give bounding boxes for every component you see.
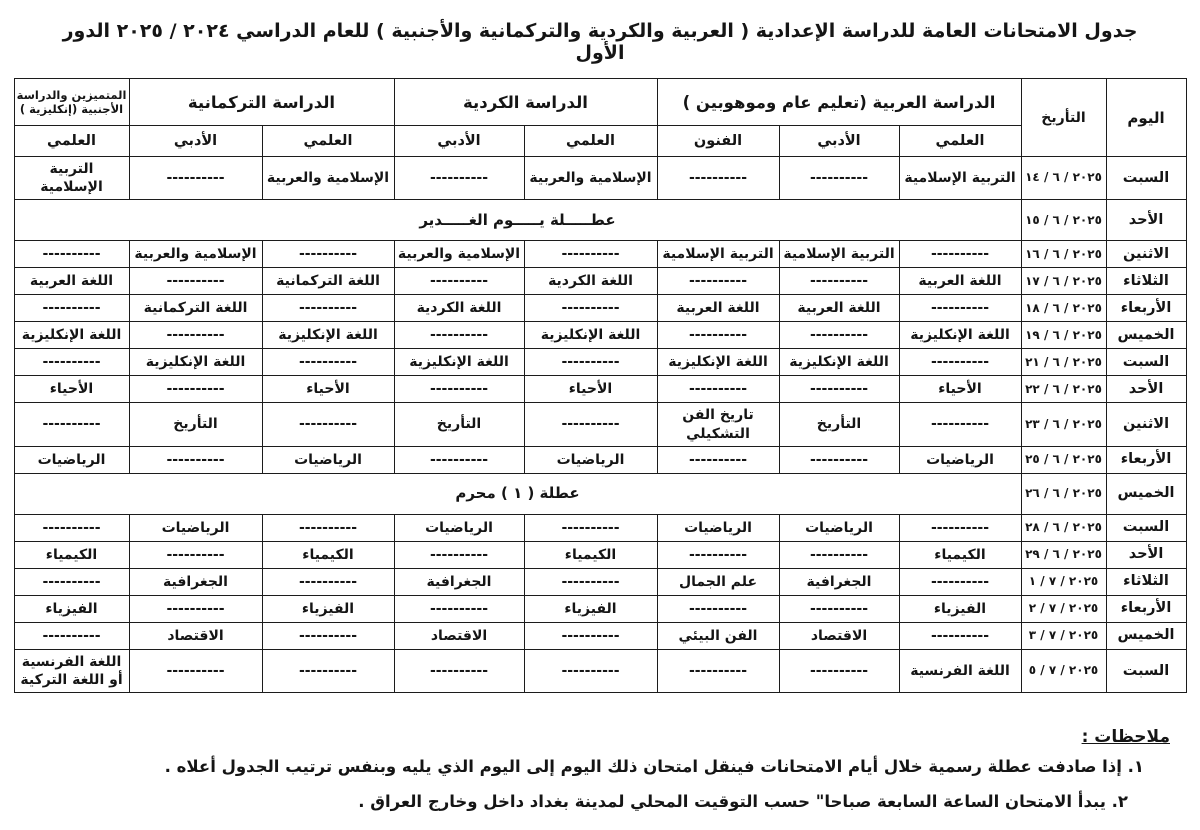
subject-cell: ---------- bbox=[899, 241, 1021, 268]
day-cell: الخميس bbox=[1106, 622, 1186, 649]
holiday-row bbox=[14, 473, 1186, 514]
subject-cell: اللغة الإنكليزية bbox=[394, 349, 524, 376]
day-cell: الأحد bbox=[1106, 541, 1186, 568]
holiday-cell: عطلة ( ١ ) محرم bbox=[14, 473, 1021, 514]
exam-schedule-table bbox=[14, 78, 1187, 693]
col-header-day: اليوم bbox=[1106, 79, 1186, 157]
subject-cell: اللغة الفرنسية أو اللغة التركية bbox=[14, 649, 129, 692]
subject-cell: ---------- bbox=[14, 349, 129, 376]
subject-cell: اللغة التركمانية bbox=[129, 295, 262, 322]
subject-cell: ---------- bbox=[779, 541, 899, 568]
subject-cell: التربية الإسلامية bbox=[14, 157, 129, 200]
holiday-cell: عطـــــلة يـــــوم الغـــــدير bbox=[14, 200, 1021, 241]
subject-cell: ---------- bbox=[899, 295, 1021, 322]
subject-cell: ---------- bbox=[394, 376, 524, 403]
subject-cell: ---------- bbox=[657, 595, 779, 622]
subject-cell: ---------- bbox=[779, 595, 899, 622]
subject-cell: ---------- bbox=[657, 157, 779, 200]
subject-cell: ---------- bbox=[779, 322, 899, 349]
subject-cell: ---------- bbox=[14, 514, 129, 541]
date-cell: ٢٠٢٥ / ٦ / ٢٢ bbox=[1021, 376, 1106, 403]
col-header-arabic-literary: الأدبي bbox=[779, 126, 899, 157]
subject-cell: التربية الإسلامية bbox=[657, 241, 779, 268]
notes-heading: ملاحظات : bbox=[1081, 727, 1170, 748]
date-cell: ٢٠٢٥ / ٦ / ١٤ bbox=[1021, 157, 1106, 200]
subject-cell: ---------- bbox=[262, 622, 394, 649]
subject-cell: ---------- bbox=[129, 649, 262, 692]
col-header-date: التأريخ bbox=[1021, 79, 1106, 157]
subject-cell: اللغة الكردية bbox=[394, 295, 524, 322]
subject-cell: الاقتصاد bbox=[779, 622, 899, 649]
day-cell: الثلاثاء bbox=[1106, 568, 1186, 595]
subject-cell: اللغة الإنكليزية bbox=[262, 322, 394, 349]
subject-cell: اللغة الكردية bbox=[524, 268, 657, 295]
subject-cell: ---------- bbox=[657, 376, 779, 403]
day-cell: الاثنين bbox=[1106, 403, 1186, 446]
subject-cell: الفيزياء bbox=[899, 595, 1021, 622]
subject-cell: علم الجمال bbox=[657, 568, 779, 595]
date-cell: ٢٠٢٥ / ٧ / ١ bbox=[1021, 568, 1106, 595]
subject-cell: الجغرافية bbox=[129, 568, 262, 595]
note-item: ١. إذا صادفت عطلة رسمية خلال أيام الامتحانات فينقل امتحان ذلك اليوم إلى اليوم الذي يليه وبنفس ترتيب الجدول أعلاه . bbox=[164, 757, 1144, 777]
subject-cell: ---------- bbox=[129, 322, 262, 349]
table-row bbox=[14, 622, 1186, 649]
table-row bbox=[14, 322, 1186, 349]
date-cell: ٢٠٢٥ / ٦ / ١٧ bbox=[1021, 268, 1106, 295]
subject-cell: الإسلامية والعربية bbox=[262, 157, 394, 200]
subject-cell: ---------- bbox=[657, 322, 779, 349]
subject-cell: ---------- bbox=[394, 649, 524, 692]
subject-cell: ---------- bbox=[262, 241, 394, 268]
day-cell: السبت bbox=[1106, 649, 1186, 692]
col-header-arabic-study: الدراسة العربية (تعليم عام وموهوبين ) bbox=[657, 79, 1021, 126]
subject-cell: ---------- bbox=[394, 322, 524, 349]
subject-cell: الرياضيات bbox=[524, 446, 657, 473]
subject-cell: اللغة الإنكليزية bbox=[14, 322, 129, 349]
col-header-kurdish-scientific: العلمي bbox=[524, 126, 657, 157]
subject-cell: ---------- bbox=[779, 649, 899, 692]
subject-cell: ---------- bbox=[262, 514, 394, 541]
table-row bbox=[14, 295, 1186, 322]
subject-cell: الكيمياء bbox=[899, 541, 1021, 568]
subject-cell: ---------- bbox=[129, 541, 262, 568]
subject-cell: ---------- bbox=[394, 595, 524, 622]
subject-cell: اللغة العربية bbox=[779, 295, 899, 322]
date-cell: ٢٠٢٥ / ٦ / ٢١ bbox=[1021, 349, 1106, 376]
subject-cell: اللغة الإنكليزية bbox=[657, 349, 779, 376]
day-cell: الثلاثاء bbox=[1106, 268, 1186, 295]
subject-cell: الكيمياء bbox=[262, 541, 394, 568]
subject-cell: ---------- bbox=[129, 595, 262, 622]
subject-cell: اللغة التركمانية bbox=[262, 268, 394, 295]
subject-cell: ---------- bbox=[129, 268, 262, 295]
subject-cell: الجغرافية bbox=[779, 568, 899, 595]
day-cell: الأربعاء bbox=[1106, 595, 1186, 622]
table-row bbox=[14, 349, 1186, 376]
note-item: ٢. يبدأ الامتحان الساعة السابعة صباحا" حسب التوقيت المحلي لمدينة بغداد داخل وخارج العراق . bbox=[358, 792, 1128, 812]
table-row bbox=[14, 568, 1186, 595]
subject-cell: ---------- bbox=[899, 568, 1021, 595]
subject-cell: الأحياء bbox=[899, 376, 1021, 403]
col-header-kurdish-literary: الأدبي bbox=[394, 126, 524, 157]
day-cell: السبت bbox=[1106, 349, 1186, 376]
subject-cell: ---------- bbox=[524, 349, 657, 376]
date-cell: ٢٠٢٥ / ٦ / ٢٦ bbox=[1021, 473, 1106, 514]
date-cell: ٢٠٢٥ / ٦ / ٢٩ bbox=[1021, 541, 1106, 568]
table-row bbox=[14, 403, 1186, 446]
col-header-turkmen-literary: الأدبي bbox=[129, 126, 262, 157]
subject-cell: ---------- bbox=[262, 349, 394, 376]
subject-cell: ---------- bbox=[524, 622, 657, 649]
date-cell: ٢٠٢٥ / ٧ / ٥ bbox=[1021, 649, 1106, 692]
day-cell: الأحد bbox=[1106, 376, 1186, 403]
subject-cell: الأحياء bbox=[262, 376, 394, 403]
date-cell: ٢٠٢٥ / ٦ / ٢٥ bbox=[1021, 446, 1106, 473]
subject-cell: الفيزياء bbox=[524, 595, 657, 622]
col-header-turkmen-study: الدراسة التركمانية bbox=[129, 79, 394, 126]
date-cell: ٢٠٢٥ / ٦ / ٢٣ bbox=[1021, 403, 1106, 446]
subject-cell: ---------- bbox=[657, 268, 779, 295]
subject-cell: الرياضيات bbox=[394, 514, 524, 541]
subject-cell: ---------- bbox=[779, 446, 899, 473]
date-cell: ٢٠٢٥ / ٦ / ١٨ bbox=[1021, 295, 1106, 322]
subject-cell: اللغة الإنكليزية bbox=[524, 322, 657, 349]
date-cell: ٢٠٢٥ / ٦ / ١٩ bbox=[1021, 322, 1106, 349]
subject-cell: الكيمياء bbox=[14, 541, 129, 568]
schedule-table-body bbox=[14, 157, 1186, 693]
subject-cell: التأريخ bbox=[779, 403, 899, 446]
subject-cell: الاقتصاد bbox=[394, 622, 524, 649]
subject-cell: ---------- bbox=[524, 403, 657, 446]
date-cell: ٢٠٢٥ / ٦ / ٢٨ bbox=[1021, 514, 1106, 541]
subject-cell: ---------- bbox=[394, 446, 524, 473]
col-header-distinguished-scientific: العلمي bbox=[14, 126, 129, 157]
subject-cell: اللغة الإنكليزية bbox=[899, 322, 1021, 349]
subject-cell: ---------- bbox=[129, 157, 262, 200]
col-header-turkmen-scientific: العلمي bbox=[262, 126, 394, 157]
table-row bbox=[14, 241, 1186, 268]
day-cell: الخميس bbox=[1106, 322, 1186, 349]
subject-cell: ---------- bbox=[129, 376, 262, 403]
date-cell: ٢٠٢٥ / ٧ / ٢ bbox=[1021, 595, 1106, 622]
subject-cell: ---------- bbox=[899, 622, 1021, 649]
subject-cell: الفن البيئي bbox=[657, 622, 779, 649]
subject-cell: ---------- bbox=[524, 649, 657, 692]
table-row bbox=[14, 595, 1186, 622]
subject-cell: الاقتصاد bbox=[129, 622, 262, 649]
subject-cell: الرياضيات bbox=[262, 446, 394, 473]
subject-cell: الفيزياء bbox=[14, 595, 129, 622]
holiday-row bbox=[14, 200, 1186, 241]
subject-cell: ---------- bbox=[779, 268, 899, 295]
subject-cell: ---------- bbox=[262, 295, 394, 322]
subject-cell: ---------- bbox=[524, 514, 657, 541]
subject-cell: ---------- bbox=[14, 241, 129, 268]
table-row bbox=[14, 446, 1186, 473]
subject-cell: ---------- bbox=[779, 376, 899, 403]
header-row-branches bbox=[14, 126, 1186, 157]
subject-cell: اللغة الفرنسية bbox=[899, 649, 1021, 692]
subject-cell: الإسلامية والعربية bbox=[524, 157, 657, 200]
table-header bbox=[14, 79, 1186, 157]
subject-cell: ---------- bbox=[899, 403, 1021, 446]
subject-cell: ---------- bbox=[779, 157, 899, 200]
day-cell: السبت bbox=[1106, 514, 1186, 541]
subject-cell: ---------- bbox=[129, 446, 262, 473]
subject-cell: الأحياء bbox=[14, 376, 129, 403]
subject-cell: التأريخ bbox=[129, 403, 262, 446]
table-row bbox=[14, 514, 1186, 541]
subject-cell: ---------- bbox=[394, 541, 524, 568]
subject-cell: التربية الإسلامية bbox=[899, 157, 1021, 200]
subject-cell: ---------- bbox=[657, 649, 779, 692]
col-header-distinguished-foreign: المتميزين والدراسة الأجنبية (إنكليزية ) bbox=[14, 79, 129, 126]
subject-cell: الإسلامية والعربية bbox=[129, 241, 262, 268]
table-row bbox=[14, 268, 1186, 295]
notes-list bbox=[0, 757, 1170, 811]
table-row bbox=[14, 157, 1186, 200]
notes-section bbox=[0, 727, 1170, 811]
header-row-groups bbox=[14, 79, 1186, 126]
date-cell: ٢٠٢٥ / ٧ / ٣ bbox=[1021, 622, 1106, 649]
subject-cell: ---------- bbox=[524, 295, 657, 322]
subject-cell: تاريخ الفن التشكيلي bbox=[657, 403, 779, 446]
subject-cell: ---------- bbox=[262, 568, 394, 595]
table-row bbox=[14, 376, 1186, 403]
subject-cell: اللغة العربية bbox=[657, 295, 779, 322]
document-title: جدول الامتحانات العامة للدراسة الإعدادية ( العربية والكردية والتركمانية والأجنبية ) للعام الدراسي ٢٠٢٤ / ٢٠٢٥ الدور الأول bbox=[62, 20, 1138, 64]
subject-cell: ---------- bbox=[14, 622, 129, 649]
subject-cell: التأريخ bbox=[394, 403, 524, 446]
subject-cell: ---------- bbox=[262, 403, 394, 446]
subject-cell: ---------- bbox=[899, 349, 1021, 376]
subject-cell: ---------- bbox=[657, 446, 779, 473]
table-row bbox=[14, 541, 1186, 568]
subject-cell: اللغة العربية bbox=[14, 268, 129, 295]
subject-cell: ---------- bbox=[14, 568, 129, 595]
subject-cell: اللغة العربية bbox=[899, 268, 1021, 295]
col-header-kurdish-study: الدراسة الكردية bbox=[394, 79, 657, 126]
subject-cell: الرياضيات bbox=[899, 446, 1021, 473]
subject-cell: الرياضيات bbox=[129, 514, 262, 541]
day-cell: الأربعاء bbox=[1106, 446, 1186, 473]
subject-cell: ---------- bbox=[657, 541, 779, 568]
day-cell: الاثنين bbox=[1106, 241, 1186, 268]
subject-cell: ---------- bbox=[14, 295, 129, 322]
subject-cell: التربية الإسلامية bbox=[779, 241, 899, 268]
table-row bbox=[14, 649, 1186, 692]
date-cell: ٢٠٢٥ / ٦ / ١٥ bbox=[1021, 200, 1106, 241]
subject-cell: الرياضيات bbox=[779, 514, 899, 541]
subject-cell: الفيزياء bbox=[262, 595, 394, 622]
subject-cell: ---------- bbox=[394, 268, 524, 295]
subject-cell: ---------- bbox=[524, 568, 657, 595]
subject-cell: الأحياء bbox=[524, 376, 657, 403]
subject-cell: ---------- bbox=[394, 157, 524, 200]
subject-cell: الكيمياء bbox=[524, 541, 657, 568]
col-header-arabic-scientific: العلمي bbox=[899, 126, 1021, 157]
date-cell: ٢٠٢٥ / ٦ / ١٦ bbox=[1021, 241, 1106, 268]
subject-cell: الرياضيات bbox=[14, 446, 129, 473]
day-cell: الخميس bbox=[1106, 473, 1186, 514]
subject-cell: الإسلامية والعربية bbox=[394, 241, 524, 268]
subject-cell: ---------- bbox=[262, 649, 394, 692]
day-cell: الأربعاء bbox=[1106, 295, 1186, 322]
day-cell: الأحد bbox=[1106, 200, 1186, 241]
subject-cell: الجغرافية bbox=[394, 568, 524, 595]
subject-cell: اللغة الإنكليزية bbox=[779, 349, 899, 376]
subject-cell: اللغة الإنكليزية bbox=[129, 349, 262, 376]
subject-cell: ---------- bbox=[899, 514, 1021, 541]
subject-cell: الرياضيات bbox=[657, 514, 779, 541]
col-header-arabic-arts: الفنون bbox=[657, 126, 779, 157]
subject-cell: ---------- bbox=[14, 403, 129, 446]
day-cell: السبت bbox=[1106, 157, 1186, 200]
subject-cell: ---------- bbox=[524, 241, 657, 268]
